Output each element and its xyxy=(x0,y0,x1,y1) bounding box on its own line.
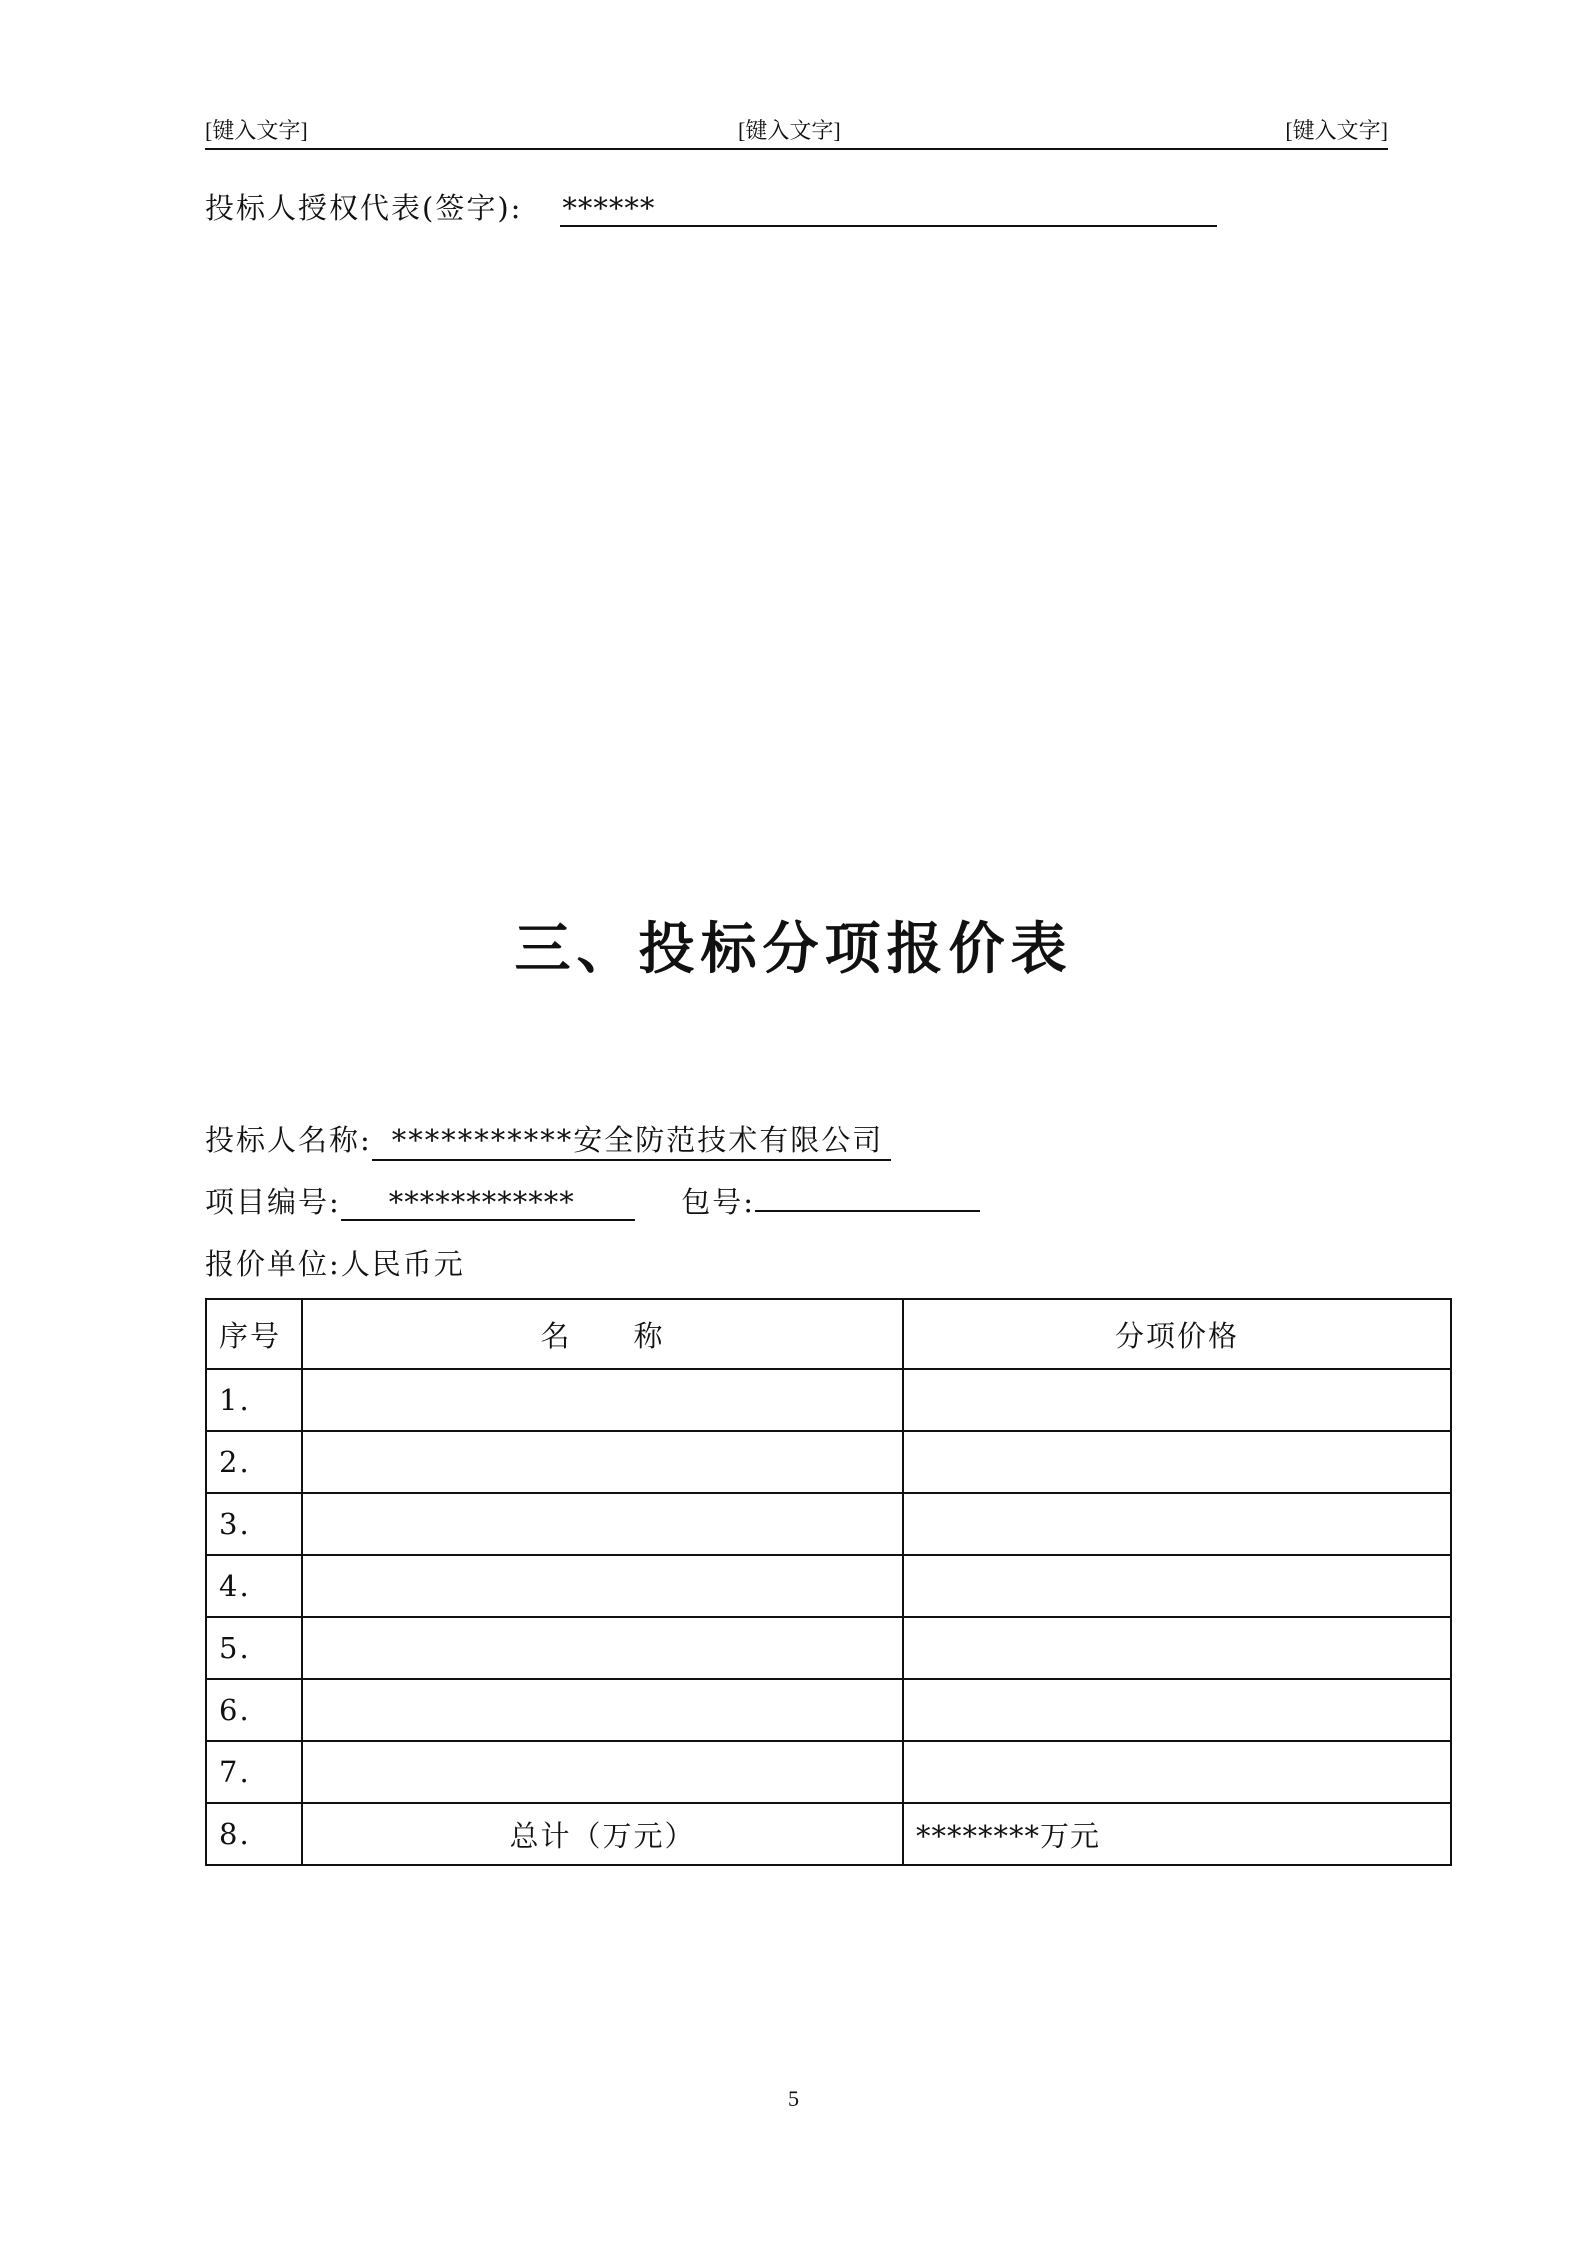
page-header xyxy=(205,112,1388,150)
project-number-label: 项目编号: xyxy=(205,1185,341,1219)
price-unit-row xyxy=(205,1242,465,1283)
header-cell-index: 序号 xyxy=(206,1299,302,1369)
section-title: 三、投标分项报价表 xyxy=(514,916,1073,982)
row-price xyxy=(903,1493,1451,1555)
row-index: 6. xyxy=(206,1679,302,1741)
table-row xyxy=(206,1431,1451,1493)
header-right-text: [键入文字] xyxy=(1285,118,1388,143)
total-price: ********万元 xyxy=(903,1803,1451,1865)
row-index: 7. xyxy=(206,1741,302,1803)
row-name xyxy=(302,1431,903,1493)
row-index: 4. xyxy=(206,1555,302,1617)
header-cell-price: 分项价格 xyxy=(903,1299,1451,1369)
page-number: 5 xyxy=(788,2086,799,2111)
row-price xyxy=(903,1555,1451,1617)
price-unit-label: 报价单位: xyxy=(205,1247,341,1281)
row-name xyxy=(302,1555,903,1617)
row-index: 5. xyxy=(206,1617,302,1679)
header-cell-name: 名 称 xyxy=(302,1299,903,1369)
row-name xyxy=(302,1369,903,1431)
package-number-value xyxy=(755,1180,980,1212)
row-price xyxy=(903,1741,1451,1803)
row-price xyxy=(903,1679,1451,1741)
table-header-row xyxy=(206,1299,1451,1369)
signature-value: ****** xyxy=(560,191,1217,227)
header-center-text: [键入文字] xyxy=(738,118,841,143)
quote-table xyxy=(205,1298,1452,1866)
row-price xyxy=(903,1369,1451,1431)
project-number-value: ************ xyxy=(341,1185,635,1221)
table-row xyxy=(206,1679,1451,1741)
header-left-text: [键入文字] xyxy=(205,118,308,143)
signature-row xyxy=(205,186,1217,227)
row-price xyxy=(903,1617,1451,1679)
row-name xyxy=(302,1679,903,1741)
bidder-name-label: 投标人名称: xyxy=(205,1123,372,1157)
price-unit-value: 人民币元 xyxy=(340,1247,465,1281)
table-row xyxy=(206,1493,1451,1555)
total-label: 总计（万元） xyxy=(302,1803,903,1865)
row-index: 1. xyxy=(206,1369,302,1431)
row-price xyxy=(903,1431,1451,1493)
bidder-name-row xyxy=(205,1118,891,1161)
row-index: 3. xyxy=(206,1493,302,1555)
row-index: 2. xyxy=(206,1431,302,1493)
bidder-name-value: ***********安全防范技术有限公司 xyxy=(372,1118,891,1161)
row-name xyxy=(302,1617,903,1679)
row-name xyxy=(302,1741,903,1803)
signature-label: 投标人授权代表(签字): xyxy=(205,191,523,225)
project-row xyxy=(205,1180,980,1221)
table-total-row xyxy=(206,1803,1451,1865)
table-row xyxy=(206,1741,1451,1803)
table-row xyxy=(206,1555,1451,1617)
row-name xyxy=(302,1493,903,1555)
table-row xyxy=(206,1369,1451,1431)
total-index: 8. xyxy=(206,1803,302,1865)
package-number-label: 包号: xyxy=(681,1185,755,1219)
table-row xyxy=(206,1617,1451,1679)
